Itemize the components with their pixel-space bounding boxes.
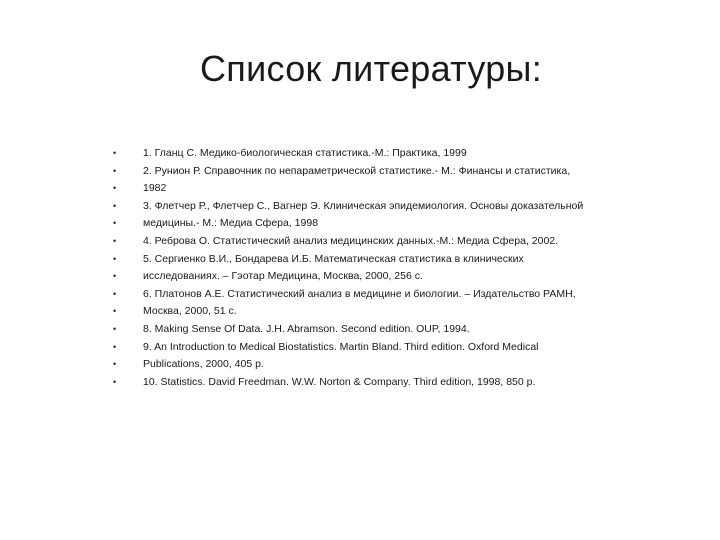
bullet-icon: •	[113, 306, 117, 317]
bullet-icon: •	[113, 200, 117, 211]
reference-text: 5. Сергиенко В.И., Бондарева И.Б. Математическая статистика в клинических	[143, 252, 524, 265]
reference-text: 4. Реброва О. Статистический анализ медицинских данных.-М.: Медиа Сфера, 2002.	[143, 234, 559, 247]
reference-text: Publications, 2000, 405 p.	[143, 358, 264, 371]
reference-line	[111, 374, 611, 392]
reference-line	[111, 339, 611, 357]
bullet-icon: •	[113, 376, 117, 387]
reference-line	[111, 233, 611, 251]
reference-text: 2. Рунион Р. Справочник по непараметрической статистике.- М.: Финансы и статистика,	[143, 164, 571, 177]
reference-line	[111, 303, 611, 321]
slide-title: Список литературы:	[200, 48, 543, 89]
reference-line	[111, 163, 611, 181]
bullet-icon: •	[113, 271, 117, 282]
reference-line	[111, 215, 611, 233]
reference-line	[111, 286, 611, 304]
reference-text: 6. Платонов А.Е. Статистический анализ в медицине и биологии. – Издательство РАМН,	[143, 287, 576, 300]
reference-line	[111, 251, 611, 269]
reference-text: 1982	[143, 182, 167, 195]
bullet-icon: •	[113, 148, 117, 158]
reference-text: 9. An Introduction to Medical Biostatistics. Martin Bland. Third edition. Oxford Medical	[143, 340, 539, 353]
bullet-icon: •	[113, 359, 117, 370]
bullet-icon: •	[113, 218, 117, 229]
reference-line	[111, 180, 611, 198]
bullet-icon: •	[113, 253, 117, 264]
reference-line	[111, 268, 611, 286]
reference-line	[111, 145, 611, 163]
bullet-icon: •	[113, 183, 117, 194]
reference-line	[111, 356, 611, 374]
bullet-icon: •	[113, 323, 117, 334]
reference-text: медицины.- М.: Медиа Сфера, 1998	[143, 217, 319, 230]
bullet-icon: •	[113, 235, 117, 246]
reference-line	[111, 198, 611, 216]
bullet-icon: •	[113, 165, 117, 176]
reference-line	[111, 321, 611, 339]
reference-list	[111, 145, 611, 391]
reference-text: 10. Statistics. David Freedman. W.W. Norton & Company. Third edition, 1998, 850 p.	[143, 375, 536, 388]
reference-text: Москва, 2000, 51 с.	[143, 305, 237, 318]
reference-text: исследованиях. – Гэотар Медицина, Москва, 2000, 256 с.	[143, 270, 423, 283]
reference-text: 1. Гланц С. Медико-биологическая статистика.-М.: Практика, 1999	[143, 147, 467, 159]
reference-text: 8. Making Sense Of Data. J.H. Abramson. Second edition. OUP, 1994.	[143, 322, 470, 335]
reference-text: 3. Флетчер Р., Флетчер С., Вагнер Э. Клиническая эпидемиология. Основы доказательной	[143, 199, 584, 212]
bullet-icon: •	[113, 288, 117, 299]
bullet-icon: •	[113, 341, 117, 352]
